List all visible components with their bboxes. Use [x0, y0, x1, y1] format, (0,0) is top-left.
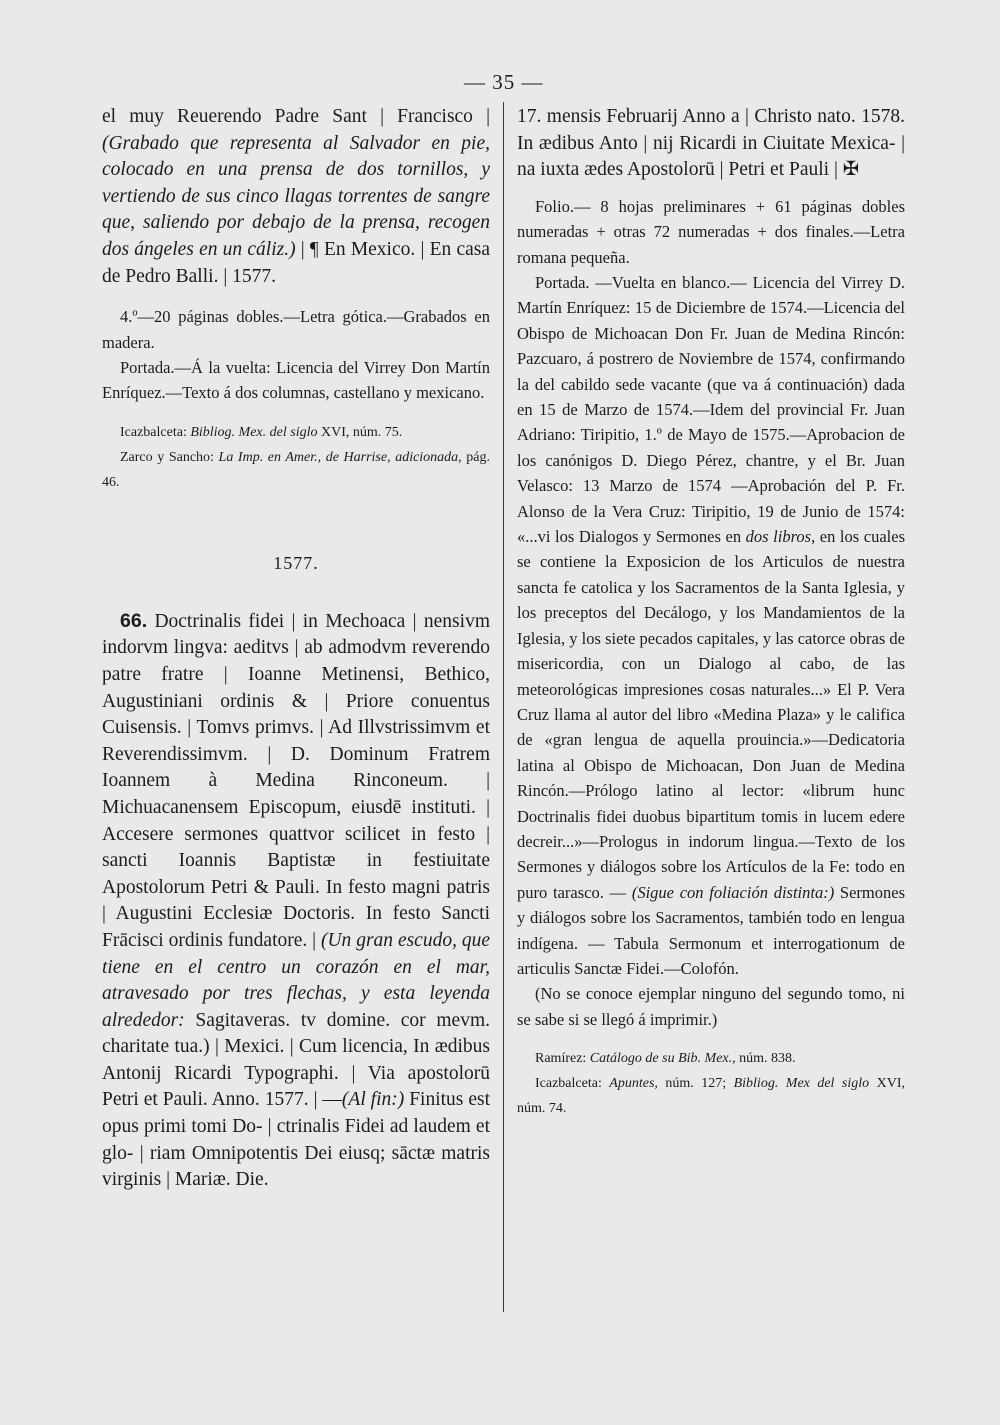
contents-description: [517, 270, 905, 981]
reference-author: Zarco y Sancho:: [120, 449, 219, 465]
reference-ramirez: [517, 1046, 905, 1071]
reference-work: La Imp. en Amer., de Harrise, adicionada,: [218, 449, 462, 465]
reference-author: Ramírez:: [535, 1051, 590, 1067]
contents-italic-2: (Sigue con foliación distinta:): [631, 882, 835, 902]
entry-66-text-b: Sagitaveras. tv domine. cor mevm. charitate tua.) | Mexici. | Cum licencia, In ædibus Antonij Ricardi Typographi. | Via apostolorū Petri et Pauli. Anno. 1577. | —: [102, 1009, 490, 1111]
reference-author: Icazbalceta:: [535, 1076, 610, 1092]
entry-66-italic-2: (Al fin:): [341, 1089, 405, 1111]
reference-author: Icazbalceta:: [120, 424, 191, 440]
year-heading: 1577.: [273, 552, 319, 573]
column-divider: [503, 102, 504, 1312]
note: (No se conoce ejemplar ninguno del segundo tomo, ni se sabe si se llegó á imprimir.): [517, 984, 905, 1029]
entry-title-continuation: [102, 104, 490, 290]
page-number: — 35 —: [464, 70, 544, 94]
physical-description: 4.º—20 páginas dobles.—Letra gótica.—Grabados en madera.: [102, 307, 490, 352]
title-text-post: | ¶ En Mexico. | En casa de Pedro Balli. | 1577.: [102, 238, 490, 287]
reference-locator: XVI, núm. 74.: [517, 1076, 905, 1117]
contents-text-c: Sermones y diálogos sobre los Sacramentos, también todo en lengua indígena. — Tabula Sermonum et interrogationum de articulis Sanctæ Fidei.—Colofón.: [517, 882, 906, 978]
contents-italic: dos libros,: [745, 527, 816, 547]
reference-locator: XVI, núm. 75.: [317, 424, 403, 440]
title-text-pre: el muy Reuerendo Padre Sant | Francisco |: [102, 106, 490, 127]
entry-66-text-a: Doctrinalis fidei | in Mechoaca | nensivm indorvm lingva: aeditvs | ab admodvm reverendo patre fratre | Ioanne Metinensi, Bethico, Augustiniani ordinis & | Priore conuentus Cuisensis. | Tomvs primvs. | Ad Illvstrissimvm et Reverendissimvm. | D. Dominum Fratrem Ioannem à Medina Rinconeum. | Michuacanensem Episcopum, eiusdē instituti. | Accesere sermones quattvor scilicet in festo | sancti Ioannis Baptistæ in festiuitate Apostolorum Petri & Pauli. In festo magni patris | Augustini Ecclesiæ Doctoris. In festo Sancti Frācisci ordinis fundatore. |: [102, 610, 490, 951]
reference-zarco: [102, 445, 490, 495]
contents-text-b: en los cuales se contiene la Exposicion de los Articulos de nuestra sancta fe catolica y los Sacramentos de la Santa Iglesia, y los preceptos del Decálogo, y los Mandamientos de la Iglesia, y los siete pecados capitales, y las catorce obras de misericordia, con un Dialogo al cabo, de las meteorológicas impresiones cosas naturales...» El P. Vera Cruz llama al autor del libro «Medina Plaza» y le califica de «gran lengua de aquella prouincia.»—Dedicatoria latina al Obispo de Michoacan, Don Juan de Medina Rincón.—Prólogo latino al lector: «librum hunc Doctrinalis fidei duobus bipartitum tomis in lucem edere decreir...»—Prologus in indorum lingua.—Texto de los Sermones y diálogos sobre los Artículos de la Fe: todo en puro tarasco. —: [517, 527, 905, 902]
reference-icazbalceta: [517, 1071, 905, 1121]
left-column: [102, 104, 490, 1194]
reference-work: Bibliog. Mex del siglo: [733, 1076, 870, 1092]
right-column: [517, 104, 905, 1121]
contents-text-a: Portada. —Vuelta en blanco.— Licencia del Virrey D. Martín Enríquez: 15 de Diciembre de 1574.—Licencia del Obispo de Michoacan Don Fr. Juan de Medina Rincón: Pazcuaro, á postrero de Noviembre de 1574, confirmando la del cabildo sede vacante (que va á continuación) dada en 15 de Marzo de 1574.—Idem del provincial Fr. Juan Adriano: Tiripitio, 1.º de Mayo de 1575.—Aprobacion de los canónigos D. Diego Pérez, chantre, y el Br. Juan Velasco: 13 Marzo de 1574 —Aprobación del P. Fr. Alonso de la Vera Cruz: Tiripitio, 19 de Junio de 1574: «...vi los Dialogos y Sermones en: [517, 273, 905, 547]
entry-number: 66.: [120, 609, 148, 632]
entry-66-text-c: Finitus est opus primi tomi Do- | ctrinalis Fidei ad laudem et glo- | riam Omnipotentis Dei eiusq; sāctæ matris virginis | Mariæ. Die.: [102, 1089, 490, 1191]
entry-66-continuation: 17. mensis Februarij Anno a | Christo nato. 1578. In ædibus Anto | nij Ricardi in Ciuitate Mexica- | na iuxta ædes Apostolorū | Petri et Pauli | ✠: [517, 106, 905, 181]
reference-work: Bibliog. Mex. del siglo: [190, 424, 318, 440]
entry-66-italic: (Un gran escudo, que tiene en el centro un corazón en el mar, atravesado por tres flechas, y esta leyenda alrededor:: [102, 929, 491, 1031]
contents-description: Portada.—Á la vuelta: Licencia del Virrey Don Martín Enríquez.—Texto á dos columnas, castellano y mexicano.: [102, 357, 490, 403]
reference-icazbalceta: [102, 420, 490, 445]
reference-locator: núm. 127;: [657, 1076, 734, 1092]
physical-description: Folio.— 8 hojas preliminares + 61 páginas dobles numeradas + otras 72 numeradas + dos finales.—Letra romana pequeña.: [517, 196, 905, 267]
reference-work: Catálogo de su Bib. Mex.,: [589, 1051, 736, 1067]
entry-66: [102, 608, 490, 1194]
title-text-italic: (Grabado que representa al Salvador en pie, colocado en una prensa de dos tornillos, y vertiendo de sus cinco llagas torrentes de sangre que, saliendo por debajo de la prensa, recogen dos ángeles en un cáliz.): [102, 132, 490, 260]
reference-work: Apuntes,: [609, 1076, 658, 1092]
reference-locator: pág. 46.: [102, 449, 490, 490]
reference-locator: núm. 838.: [735, 1051, 796, 1067]
